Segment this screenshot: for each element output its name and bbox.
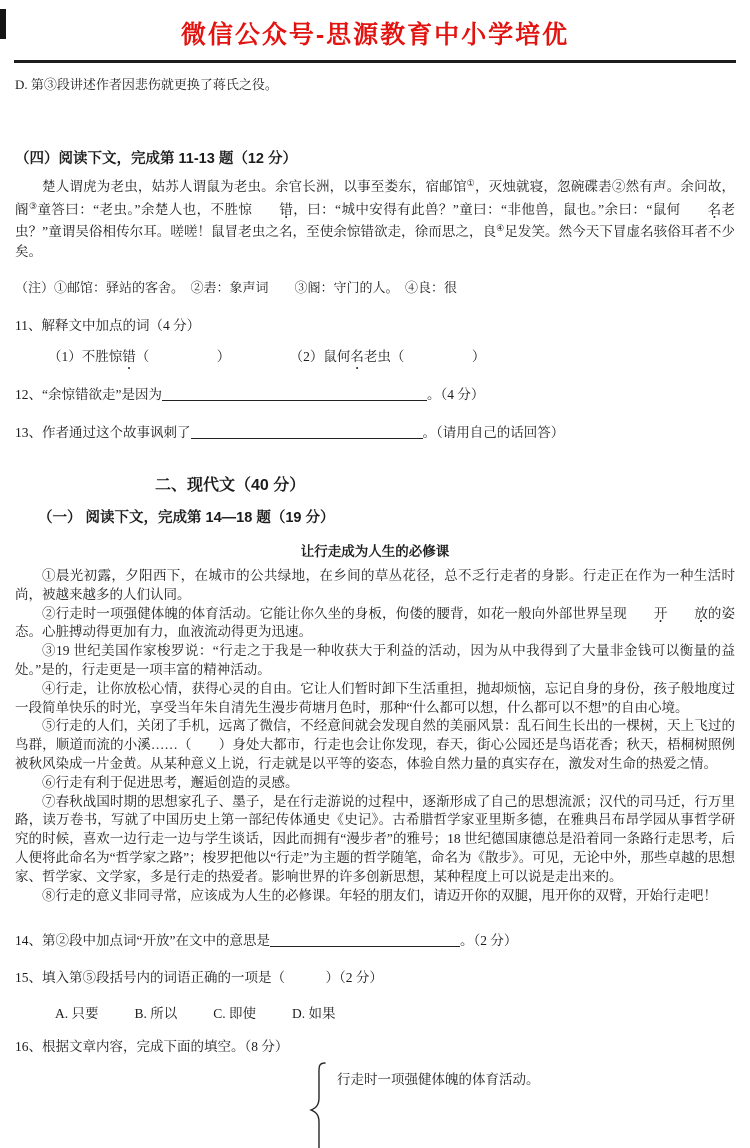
option-c: C. 即使	[213, 1006, 257, 1022]
essay-body	[15, 567, 735, 905]
question-11-parts	[15, 345, 735, 365]
option-b: B. 所以	[134, 1006, 178, 1022]
question-12-score: 。（4 分）	[426, 387, 485, 402]
question-11-stem: 11、解释文中加点的词（4 分）	[15, 318, 201, 333]
essay-paragraph-6: ⑥行走有利于促进思考，邂逅创造的灵感。	[42, 774, 299, 790]
essay-paragraph-4: ④行走，让你放松心情，获得心灵的自由。它让人们暂时卸下生活重担，抛却烦恼，忘记自身的身份，孩子般地度过一段简单快乐的时光，享受当年朱自清先生漫步荷塘月色时，那种“什么都可以想，什么都可以不想”的自由心境。	[15, 680, 735, 715]
question-16-stem: 16、根据文章内容，完成下面的填空。（8 分）	[15, 1039, 289, 1055]
fill-in-diagram	[308, 1061, 750, 1148]
question-15-stem: 15、填入第⑤段括号内的词语正确的一项是（ ）（2 分）	[15, 970, 383, 986]
question-12-text: 12、“余惊错欲走”是因为	[15, 387, 162, 402]
essay-paragraph-3: ③19 世纪美国作家梭罗说：“行走之于我是一种收获大于利益的活动，因为从中我得到了大量非金钱可以衡量的益处。”是的，行走更是一项丰富的精神活动。	[15, 643, 735, 677]
question-13-text: 13、作者通过这个故事讽刺了	[15, 425, 191, 440]
question-12	[15, 383, 735, 403]
classical-passage: 楚人谓虎为老虫，姑苏人谓鼠为老虫。余官长洲，以事至娄东，宿邮馆①，灭烛就寝，忽碗碟砉②然有声。余问故，阍③童答曰：“老虫。”余楚人也，不胜惊 错，曰：“城中安得有此兽？”童曰：“非他兽，鼠也。”余曰：“鼠何 名老虫？”童谓吴俗相传尔耳。嗟嗟！鼠冒老虫之名，至使余惊错欲走，徐而思之，良④足发笑。然今天下冒虚名骇俗耳者不少矣。	[15, 178, 736, 259]
question-13-note: 。（请用自己的话回答）	[422, 425, 565, 440]
question-11-part-2: （2）鼠何名老虫（ ）	[289, 349, 486, 364]
page-header-title: 微信公众号-思源教育中小学培优	[180, 21, 570, 49]
scan-artifact	[0, 9, 6, 39]
question-11-part-1: （1）不胜惊错（ ）	[48, 349, 231, 364]
essay-paragraph-7: ⑦春秋战国时期的思想家孔子、墨子，是在行走游说的过程中，逐渐形成了自己的思想流派；汉代的司马迁，行万里路，读万卷书，写就了中国历史上第一部纪传体通史《史记》。古希腊哲学家亚里斯多德，在雅典吕布昂学园从事哲学研究的时候，喜欢一边行走一边与学生谈话，因此而拥有“漫步者”的雅号；18 世纪德国康德总是沿着同一条路行走思考，后人便将此命名为“哲学家之路”；梭罗把他以“行走”为主题的哲学随笔，命名为《散步》。可见，无论中外，那些卓越的思想家、哲学家、文学家，多是行走的热爱者。影响世界的许多创新思想，某种程度上可以说是走出来的。	[15, 793, 735, 884]
option-a: A. 只要	[55, 1006, 99, 1022]
curly-brace-icon	[308, 1061, 328, 1148]
question-13	[15, 421, 735, 441]
section-two-heading: 二、现代文（40 分）	[155, 477, 306, 494]
essay-paragraph-1: ①晨光初露，夕阳西下，在城市的公共绿地，在乡间的草丛花径，总不乏行走者的身影。行走正在作为一种生活时尚，被越来越多的人们认同。	[15, 568, 735, 602]
essay-paragraph-8: ⑧行走的意义非同寻常，应该成为人生的必修课。年轻的朋友们，请迈开你的双腿，甩开你的双臂，开始行走吧！	[42, 887, 717, 903]
answer-blank-13	[191, 424, 423, 439]
section-four-heading: （四）阅读下文，完成第 11-13 题（12 分）	[15, 151, 297, 167]
essay-title: 让行走成为人生的必修课	[300, 544, 450, 559]
essay-paragraph-5: ⑤行走的人们，关闭了手机，远离了微信，不经意间就会发现自然的美丽风景：乱石间生长出的一棵树，天上飞过的鸟群，顺道而流的小溪……（ ）身处大都市，行走也会让你发现，春天，街心公园还是鸟语花香；秋天，梧桐树照例被秋风染成一片金黄。从某种意义上说，行走就是以平等的姿态，体验自然力量的真实存在，激发对生命的热爱之情。	[15, 718, 735, 771]
header-divider	[14, 60, 736, 63]
essay-paragraph-2: ②行走时一项强健体魄的体育活动。它能让你久坐的身板，佝偻的腰背，如花一般向外部世界呈现 开 放的姿态。心脏搏动得更加有力，血液流动得更为迅速。	[15, 605, 736, 640]
question-14-text: 14、第②段中加点词“开放”在文中的意思是	[15, 933, 270, 949]
answer-blank-14	[270, 932, 460, 947]
answer-blank-12	[162, 386, 427, 401]
choice-option-d: D. 第③段讲述作者因悲伤就更换了蒋氏之役。	[15, 77, 278, 92]
question-14-score: 。（2 分）	[459, 933, 518, 949]
option-d: D. 如果	[292, 1006, 336, 1022]
reading-one-heading: （一） 阅读下文，完成第 14—18 题（19 分）	[38, 510, 335, 526]
fill-in-first-item: 行走时一项强健体魄的体育活动。	[337, 1072, 540, 1088]
question-15-options	[55, 1002, 735, 1022]
passage-notes: （注）①邮馆：驿站的客舍。 ②砉：象声词 ③阍：守门的人。 ④良：很	[15, 280, 458, 295]
question-14	[15, 929, 735, 949]
